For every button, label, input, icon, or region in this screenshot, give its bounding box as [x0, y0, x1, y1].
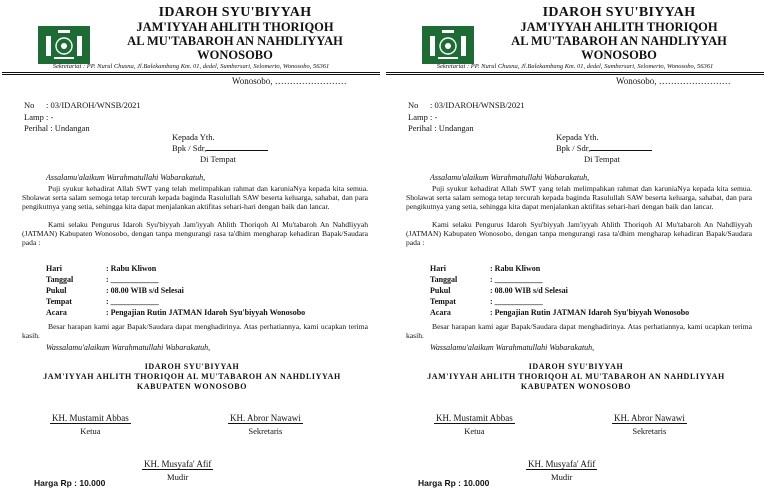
- event-label: Acara: [430, 308, 451, 317]
- header-line-1: IDAROH SYU'BIYYAH: [158, 5, 312, 20]
- signature-mudir: [142, 459, 213, 482]
- header-rule-thin: [2, 74, 380, 75]
- event-row: [430, 308, 689, 317]
- event-row: [430, 275, 543, 284]
- secretariat-address: Sekretariat : PP. Nurul Chusna, Jl.Balekambang Km. 01, dedel, Sumbersari, Selomerto, Wonosobo, 56361: [52, 63, 330, 70]
- event-label: Pukul: [46, 286, 67, 295]
- event-label: Hari: [46, 264, 62, 273]
- mudir-role: Mudir: [167, 472, 189, 482]
- header-line-1: IDAROH SYU'BIYYAH: [542, 5, 696, 20]
- event-value: : Pengajian Rutin JATMAN Idaroh Syu'biyyah Wonosobo: [490, 308, 690, 317]
- meta-lamp-value: : -: [46, 112, 54, 122]
- meta-perihal: Perihal : Undangan: [24, 123, 90, 133]
- greeting: Assalamu'alaikum Warahmatullahi Wabarakatuh,: [46, 173, 206, 182]
- event-label: Pukul: [430, 286, 451, 295]
- addressee-blank: [206, 150, 268, 151]
- event-row: [46, 297, 159, 306]
- header-rule: [2, 72, 380, 73]
- meta-number: [24, 100, 141, 110]
- sekretaris-role: Sekretaris: [632, 426, 667, 436]
- event-label: Acara: [46, 308, 67, 317]
- mudir-name: KH. Musyafa' Afif: [528, 459, 596, 469]
- header-line-2: JAM'IYYAH AHLITH THORIQOH: [520, 20, 718, 34]
- addressee-line-2-text: Bpk / Sdr,: [556, 143, 591, 153]
- meta-number-label: No: [24, 100, 35, 110]
- event-row: [430, 286, 568, 295]
- addressee-line-3: Di Tempat: [584, 154, 620, 164]
- addressee-blank: [590, 150, 652, 151]
- closing-paragraph: Besar harapan kami agar Bapak/Saudara dapat menghadirinya. Atas perhatiannya, kami ucapkan terima kasih.: [22, 322, 368, 340]
- signature-sekretaris: [612, 413, 687, 436]
- signature-ketua: [434, 413, 515, 436]
- addressee-line-1: Kepada Yth.: [172, 132, 215, 142]
- place-date: Wonosobo, ……………………: [616, 76, 731, 86]
- event-value: : Rabu Kliwon: [490, 264, 541, 273]
- secretariat-address: Sekretariat : PP. Nurul Chusna, Jl.Balekambang Km. 01, dedel, Sumbersari, Selomerto, Wonosobo, 56361: [436, 63, 714, 70]
- org-line-3: KABUPATEN WONOSOBO: [136, 382, 248, 391]
- sekretaris-name: KH. Abror Nawawi: [230, 413, 301, 423]
- org-line-1: IDAROH SYU'BIYYAH: [528, 362, 624, 371]
- event-value: : Rabu Kliwon: [106, 264, 157, 273]
- header-line-3: AL MU'TABAROH AN NAHDLIYYAH: [511, 34, 727, 48]
- header-rule: [386, 72, 764, 73]
- sekretaris-role: Sekretaris: [248, 426, 283, 436]
- ketua-role: Ketua: [80, 426, 101, 436]
- event-label: Tanggal: [430, 275, 458, 284]
- header-line-4: WONOSOBO: [581, 48, 657, 62]
- header-line-2: JAM'IYYAH AHLITH THORIQOH: [136, 20, 334, 34]
- header-line-3: AL MU'TABAROH AN NAHDLIYYAH: [127, 34, 343, 48]
- org-line-2: JAM'IYYAH AHLITH THORIQOH AL MU'TABAROH AN NAHDLIYYAH: [427, 372, 725, 381]
- event-value: : ____________: [490, 275, 543, 284]
- event-label: Tanggal: [46, 275, 74, 284]
- price-label: Harga Rp : 10.000: [418, 478, 490, 488]
- ketua-name: KH. Mustamit Abbas: [52, 413, 129, 423]
- org-line-1: IDAROH SYU'BIYYAH: [144, 362, 240, 371]
- addressee-line-3: Di Tempat: [200, 154, 236, 164]
- addressee-line-1: Kepada Yth.: [556, 132, 599, 142]
- jatman-logo: [38, 26, 90, 64]
- event-row: [46, 264, 156, 273]
- paragraph-1: Puji syukur kehadirat Allah SWT yang telah melimpahkan rahmat dan karuniaNya kepada kita semua. Sholawat serta salam semoga tetap tercurah kepada baginda Rasulullah SAW beserta keluarga, sahabat, dan para pengikutnya yang setia, sehingga kita dapat menjalankan aktifitas sehari-hari dengan baik dan lancar.: [22, 184, 368, 211]
- addressee-line-2: [556, 143, 652, 153]
- paragraph-2: Kami selaku Pengurus Idaroh Syu'biyyah Jam'iyyah Ahlith Thoriqoh Al Mu'tabaroh An Nahdliyyah (JATMAN) Kabupaten Wonosobo, dengan tanpa mengurangi rasa ta'dhim mengharap kehadiran Bapak/Saudara pada :: [406, 220, 752, 247]
- header-line-4: WONOSOBO: [197, 48, 273, 62]
- meta-lamp: [24, 112, 53, 122]
- addressee-line-2: [172, 143, 268, 153]
- paragraph-1: Puji syukur kehadirat Allah SWT yang telah melimpahkan rahmat dan karuniaNya kepada kita semua. Sholawat serta salam semoga tetap tercurah kepada baginda Rasulullah SAW beserta keluarga, sahabat, dan para pengikutnya yang setia, sehingga kita dapat menjalankan aktifitas sehari-hari dengan baik dan lancar.: [406, 184, 752, 211]
- ketua-role: Ketua: [464, 426, 485, 436]
- event-value: : 08.00 WIB s/d Selesai: [490, 286, 568, 295]
- header-rule-thin: [386, 74, 764, 75]
- meta-lamp-label: Lamp: [24, 112, 44, 122]
- ketua-name: KH. Mustamit Abbas: [436, 413, 513, 423]
- event-label: Tempat: [430, 297, 456, 306]
- closing-salam: Wassalamu'alaikum Warahmatullahi Wabarakatuh,: [46, 343, 211, 352]
- event-label: Hari: [430, 264, 446, 273]
- event-row: [430, 264, 540, 273]
- greeting: Assalamu'alaikum Warahmatullahi Wabarakatuh,: [430, 173, 590, 182]
- price-label: Harga Rp : 10.000: [34, 478, 106, 488]
- place-date: Wonosobo, ……………………: [232, 76, 347, 86]
- jatman-logo: [422, 26, 474, 64]
- signature-sekretaris: [228, 413, 303, 436]
- event-label: Tempat: [46, 297, 72, 306]
- closing-paragraph: Besar harapan kami agar Bapak/Saudara dapat menghadirinya. Atas perhatiannya, kami ucapkan terima kasih.: [406, 322, 752, 340]
- org-line-2: JAM'IYYAH AHLITH THORIQOH AL MU'TABAROH AN NAHDLIYYAH: [43, 372, 341, 381]
- event-value: : ____________: [106, 275, 159, 284]
- event-row: [430, 297, 543, 306]
- org-line-3: KABUPATEN WONOSOBO: [520, 382, 632, 391]
- meta-perihal: Perihal : Undangan: [408, 123, 474, 133]
- meta-number: [408, 100, 525, 110]
- sekretaris-name: KH. Abror Nawawi: [614, 413, 685, 423]
- signature-ketua: [50, 413, 131, 436]
- mudir-name: KH. Musyafa' Afif: [144, 459, 212, 469]
- event-value: : ____________: [490, 297, 543, 306]
- signature-mudir: [526, 459, 597, 482]
- event-value: : ____________: [106, 297, 159, 306]
- meta-number-value: : 03/IDAROH/WNSB/2021: [430, 100, 525, 110]
- paragraph-2: Kami selaku Pengurus Idaroh Syu'biyyah Jam'iyyah Ahlith Thoriqoh Al Mu'tabaroh An Nahdliyyah (JATMAN) Kabupaten Wonosobo, dengan tanpa mengurangi rasa ta'dhim mengharap kehadiran Bapak/Saudara pada :: [22, 220, 368, 247]
- event-value: : Pengajian Rutin JATMAN Idaroh Syu'biyyah Wonosobo: [106, 308, 306, 317]
- meta-number-label: No: [408, 100, 419, 110]
- event-row: [46, 308, 305, 317]
- meta-lamp-value: : -: [430, 112, 438, 122]
- closing-salam: Wassalamu'alaikum Warahmatullahi Wabarakatuh,: [430, 343, 595, 352]
- event-row: [46, 275, 159, 284]
- letter-right: [384, 0, 768, 503]
- event-row: [46, 286, 184, 295]
- mudir-role: Mudir: [551, 472, 573, 482]
- meta-lamp: [408, 112, 437, 122]
- event-value: : 08.00 WIB s/d Selesai: [106, 286, 184, 295]
- meta-lamp-label: Lamp: [408, 112, 428, 122]
- meta-number-value: : 03/IDAROH/WNSB/2021: [46, 100, 141, 110]
- addressee-line-2-text: Bpk / Sdr,: [172, 143, 207, 153]
